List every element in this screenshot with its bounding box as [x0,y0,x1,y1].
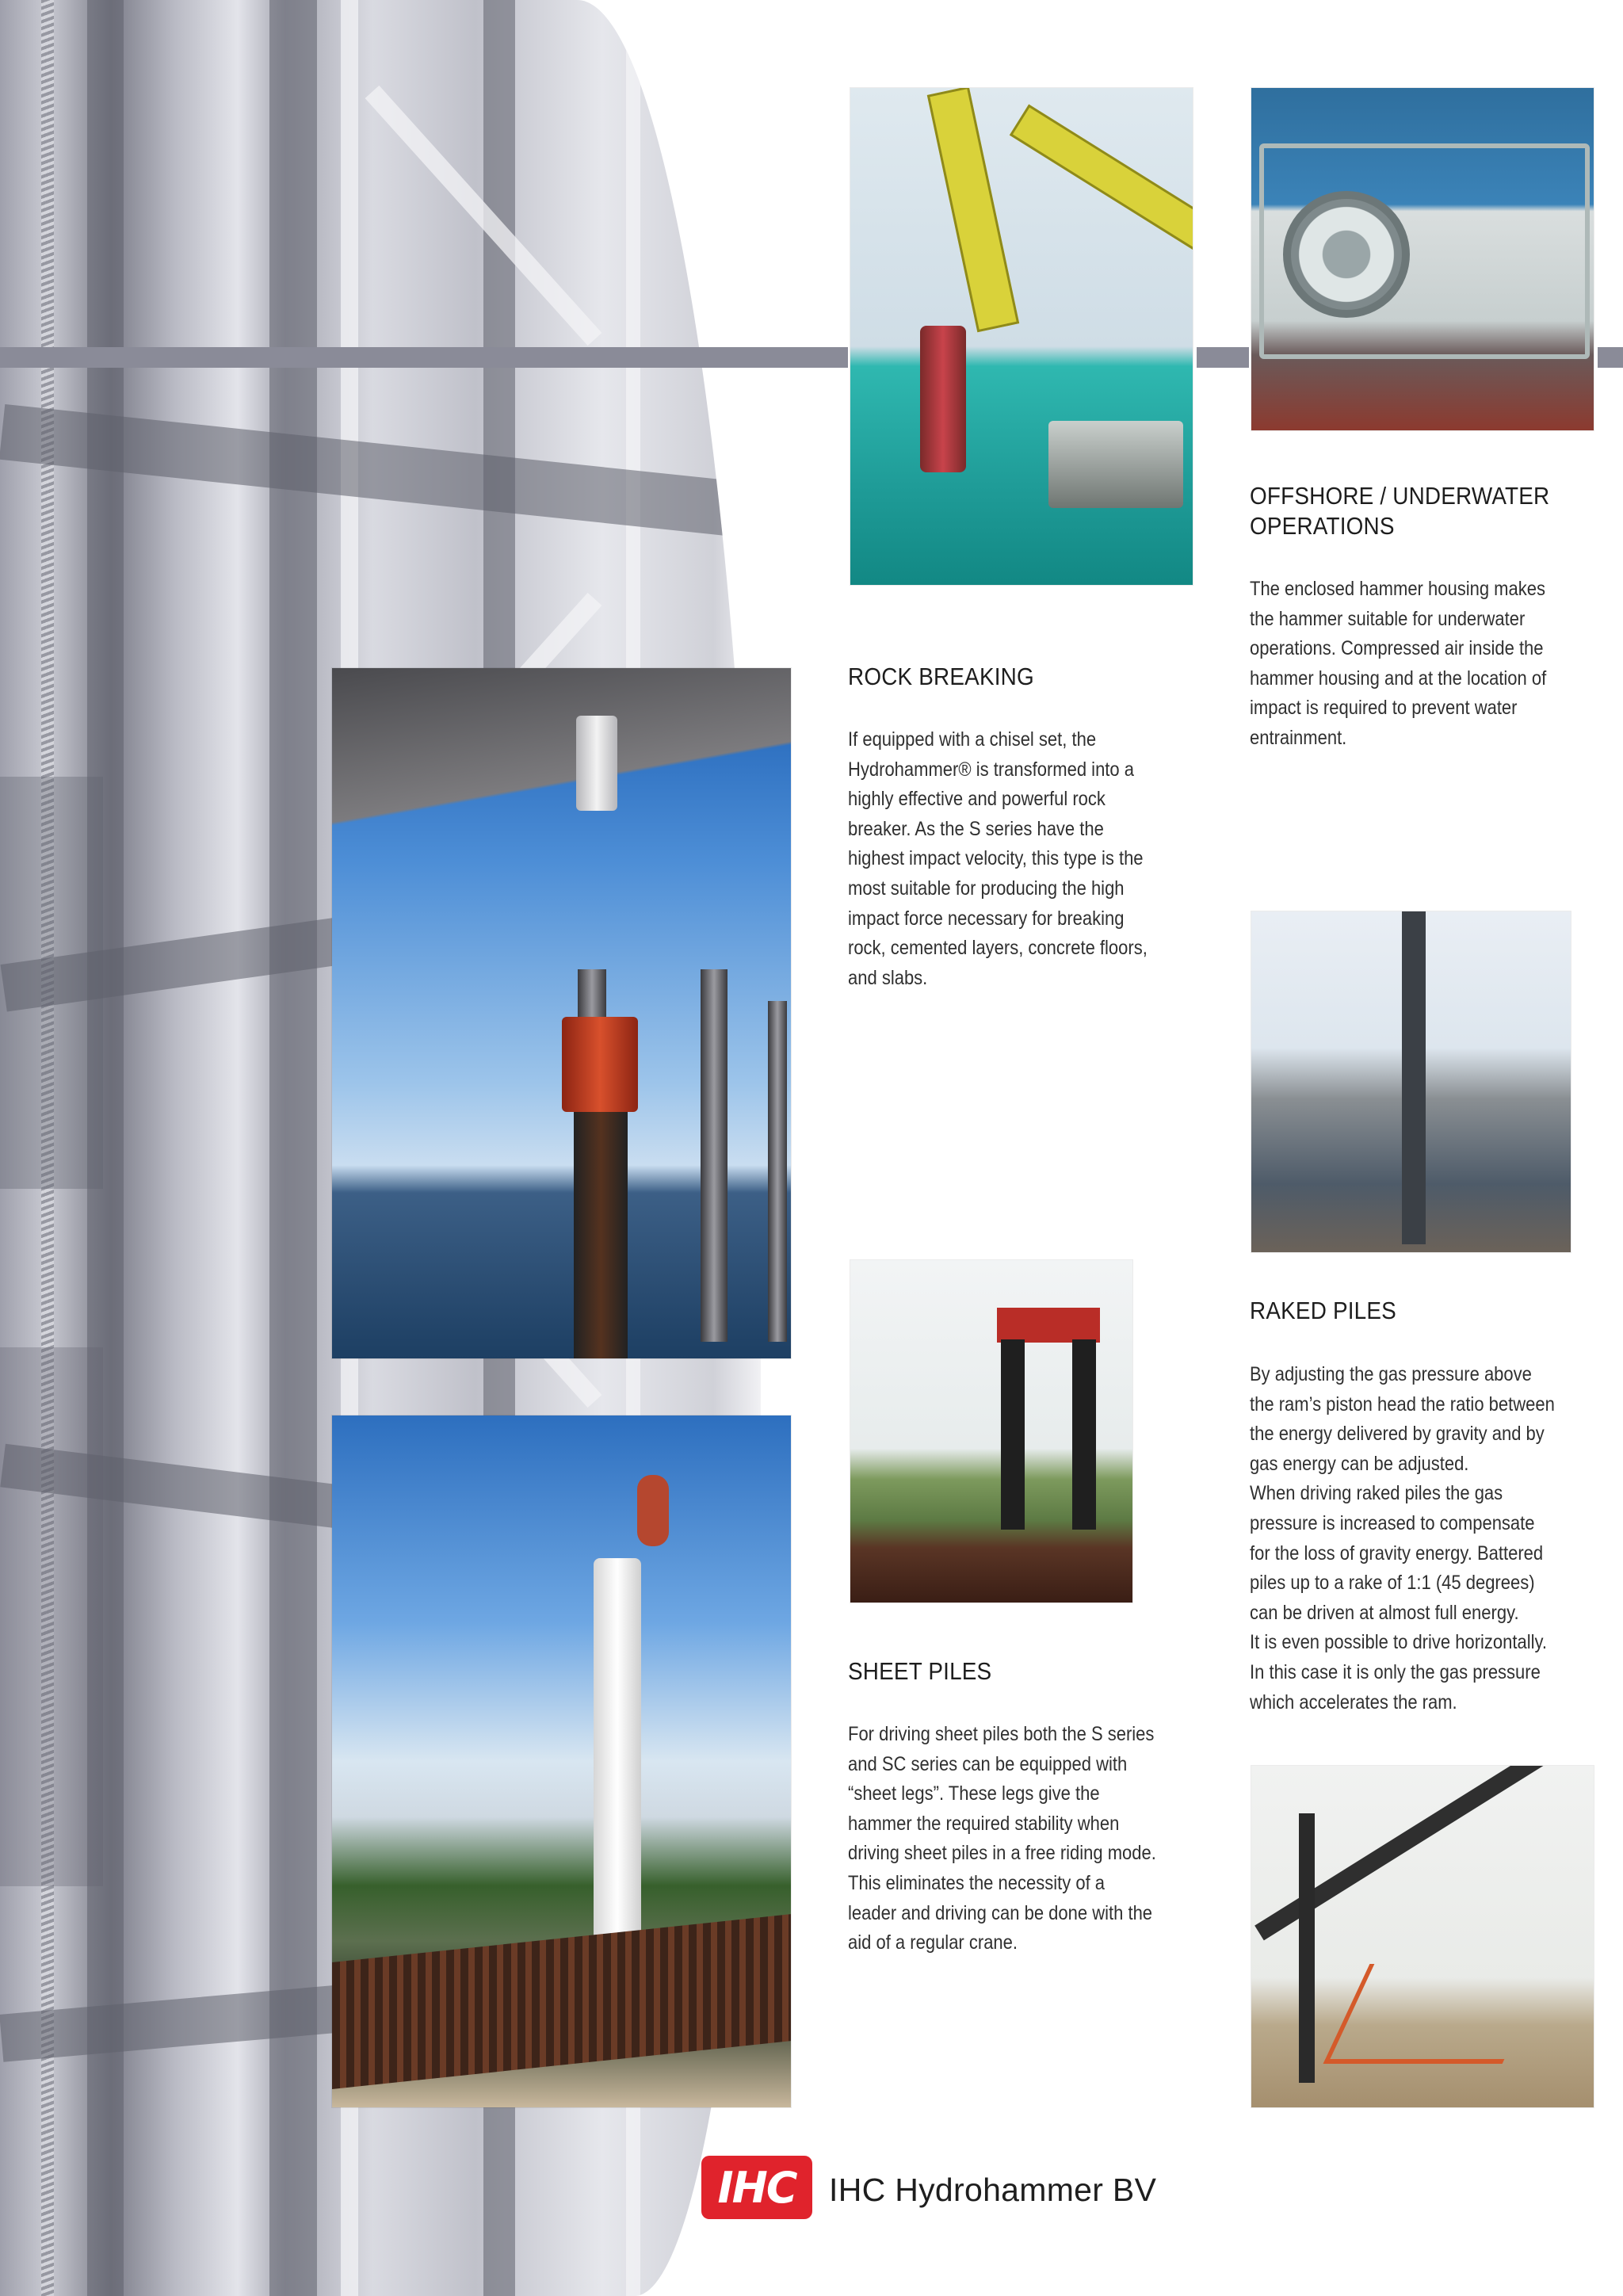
text-line: the energy delivered by gravity and by [1250,1423,1545,1446]
text-line: and slabs. [848,966,928,989]
text-line: which accelerates the ram. [1250,1690,1457,1713]
text-line: and SC series can be equipped with [848,1752,1128,1775]
text-line: If equipped with a chisel set, the [848,728,1097,751]
band-middle [1197,347,1249,368]
text-line: In this case it is only the gas pressure [1250,1660,1541,1683]
rock-breaking-heading: ROCK BREAKING [848,663,1034,690]
raked-piles-photo [1251,911,1571,1252]
raked-piles-heading: RAKED PILES [1250,1297,1396,1324]
text-line: Hydrohammer® is transformed into a [848,758,1135,781]
text-line: rock, cemented layers, concrete floors, [848,937,1148,960]
text-line: the ram’s piston head the ratio between [1250,1392,1555,1415]
text-line: The enclosed hammer housing makes [1250,578,1545,600]
band-left [0,347,848,368]
sheet-piles-heading: SHEET PILES [848,1657,992,1685]
bridge-pile-driving-photo [332,668,791,1358]
raked-piles-text [1250,1360,1613,1717]
text-line: piles up to a rake of 1:1 (45 degrees) [1250,1572,1535,1595]
text-line: When driving raked piles the gas [1250,1482,1503,1505]
offshore-heading-line1: OFFSHORE / UNDERWATER [1250,482,1550,510]
ihc-logo [701,2156,812,2219]
text-line: can be driven at almost full energy. [1250,1601,1519,1624]
offshore-hammer-photo [1251,88,1594,430]
rock-breaking-text [848,725,1197,993]
text-line: driving sheet piles in a free riding mode. [848,1842,1156,1865]
band-right [1598,347,1623,368]
text-line: gas energy can be adjusted. [1250,1452,1469,1475]
text-line: impact is required to prevent water [1250,697,1518,720]
text-line: impact force necessary for breaking [848,907,1125,930]
text-line: leader and driving can be done with the [848,1901,1153,1924]
ihc-logo-plate [701,2156,812,2219]
offshore-heading [1250,481,1549,541]
offshore-text [1250,575,1598,754]
ihc-logo-mark: IHC [717,2162,796,2213]
sheet-piles-text [848,1720,1211,1958]
offshore-heading-line2: OPERATIONS [1250,512,1395,540]
text-line: aid of a regular crane. [848,1931,1018,1954]
text-line: pressure is increased to compensate [1250,1511,1535,1534]
sheet-piles-photo [850,1260,1132,1603]
text-line: entrainment. [1250,726,1347,749]
text-line: hammer housing and at the location of [1250,667,1547,690]
piling-rig-photo [1251,1766,1594,2107]
crane-hammer-photo [332,1415,791,2107]
text-line: for the loss of gravity energy. Battered [1250,1541,1544,1564]
company-name: IHC Hydrohammer BV [829,2172,1157,2208]
text-line: hammer the required stability when [848,1812,1120,1835]
text-line: This eliminates the necessity of a [848,1871,1106,1894]
text-line: most suitable for producing the high [848,877,1125,900]
text-line: highly effective and powerful rock [848,788,1106,811]
text-line: It is even possible to drive horizontally. [1250,1631,1548,1654]
rock-breaking-photo [850,88,1193,585]
text-line: By adjusting the gas pressure above [1250,1363,1532,1385]
text-line: operations. Compressed air inside the [1250,637,1544,660]
text-line: “sheet legs”. These legs give the [848,1782,1100,1805]
text-line: For driving sheet piles both the S series [848,1723,1155,1745]
text-line: the hammer suitable for underwater [1250,607,1526,630]
text-line: highest impact velocity, this type is the [848,847,1144,870]
text-line: breaker. As the S series have the [848,817,1104,840]
